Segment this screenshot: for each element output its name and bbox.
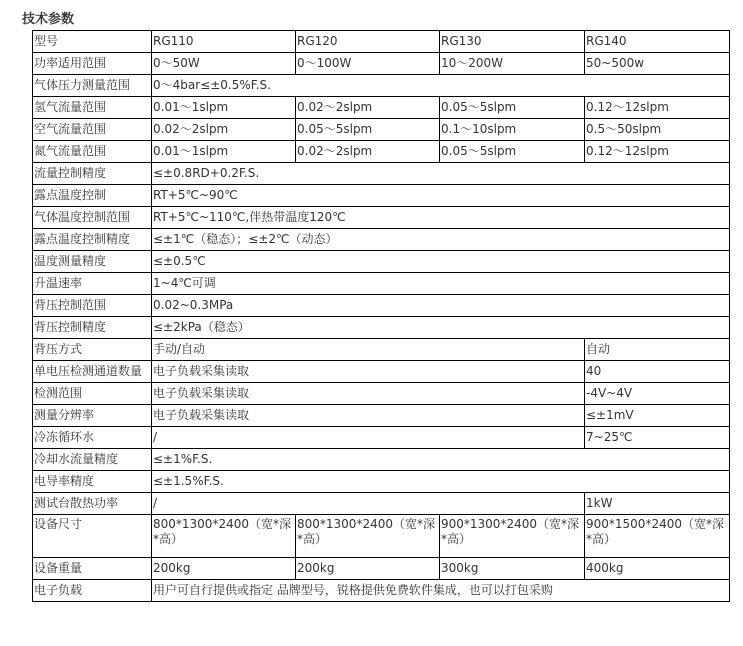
value-cell: ≤±1mV <box>585 405 730 427</box>
table-row <box>33 251 730 273</box>
table-row <box>33 471 730 493</box>
value-cell: / <box>152 493 585 515</box>
value-cell: 0.02~0.3MPa <box>152 295 730 317</box>
row-label: 电导率精度 <box>33 471 152 493</box>
row-label: 露点温度控制精度 <box>33 229 152 251</box>
row-label: 背压控制精度 <box>33 317 152 339</box>
value-cell: ≤±1.5%F.S. <box>152 471 730 493</box>
value-cell: 电子负载采集读取 <box>152 383 585 405</box>
value-cell: ≤±0.5℃ <box>152 251 730 273</box>
value-cell: 0.02～2slpm <box>152 119 296 141</box>
row-label: 功率适用范围 <box>33 53 152 75</box>
value-cell: 1~4℃可调 <box>152 273 730 295</box>
table-row <box>33 580 730 602</box>
model-cell: RG130 <box>440 31 585 53</box>
value-cell: ≤±1℃（稳态）；≤±2℃（动态） <box>152 229 730 251</box>
table-row <box>33 427 730 449</box>
section-title: 技术参数 <box>22 12 75 27</box>
row-label: 温度测量精度 <box>33 251 152 273</box>
value-cell: 0.12～12slpm <box>585 97 730 119</box>
value-cell: 800*1300*2400（宽*深*高） <box>296 515 440 558</box>
table-row <box>33 295 730 317</box>
value-cell: 7~25℃ <box>585 427 730 449</box>
row-label: 气体压力测量范围 <box>33 75 152 97</box>
row-label: 气体温度控制范围 <box>33 207 152 229</box>
spec-table <box>32 30 730 602</box>
model-cell: RG110 <box>152 31 296 53</box>
row-label: 冷冻循环水 <box>33 427 152 449</box>
value-cell: 40 <box>585 361 730 383</box>
table-row <box>33 449 730 471</box>
table-row <box>33 185 730 207</box>
value-cell: 0.12～12slpm <box>585 141 730 163</box>
value-cell: / <box>152 427 585 449</box>
value-cell: 0～100W <box>296 53 440 75</box>
row-label: 电子负载 <box>33 580 152 602</box>
value-cell: 0～4bar≤±0.5%F.S. <box>152 75 730 97</box>
table-row-header <box>33 31 730 53</box>
value-cell: ≤±0.8RD+0.2F.S. <box>152 163 730 185</box>
table-row <box>33 493 730 515</box>
table-row <box>33 339 730 361</box>
value-cell: 0.05～5slpm <box>296 119 440 141</box>
value-cell: ≤±2kPa（稳态） <box>152 317 730 339</box>
value-cell: 0.02～2slpm <box>296 141 440 163</box>
row-label: 背压方式 <box>33 339 152 361</box>
value-cell: -4V~4V <box>585 383 730 405</box>
table-row-dimensions <box>33 515 730 558</box>
row-label: 设备重量 <box>33 558 152 580</box>
row-label: 流量控制精度 <box>33 163 152 185</box>
row-label: 氢气流量范围 <box>33 97 152 119</box>
value-cell: RT+5℃~110℃,伴热带温度120℃ <box>152 207 730 229</box>
table-row <box>33 383 730 405</box>
table-row <box>33 405 730 427</box>
value-cell: 0.5～50slpm <box>585 119 730 141</box>
table-row <box>33 558 730 580</box>
row-label: 空气流量范围 <box>33 119 152 141</box>
value-cell: 900*1300*2400（宽*深*高） <box>440 515 585 558</box>
table-row <box>33 141 730 163</box>
value-cell: 用户可自行提供或指定 品牌型号，锐格提供免费软件集成，也可以打包采购 <box>152 580 730 602</box>
value-cell: 0.02～2slpm <box>296 97 440 119</box>
table-row <box>33 75 730 97</box>
model-cell: RG140 <box>585 31 730 53</box>
row-label: 冷却水流量精度 <box>33 449 152 471</box>
table-row <box>33 207 730 229</box>
value-cell: 1kW <box>585 493 730 515</box>
table-row <box>33 163 730 185</box>
value-cell: 50~500w <box>585 53 730 75</box>
value-cell: ≤±1%F.S. <box>152 449 730 471</box>
value-cell: 200kg <box>296 558 440 580</box>
table-row <box>33 317 730 339</box>
value-cell: RT+5℃~90℃ <box>152 185 730 207</box>
value-cell: 电子负载采集读取 <box>152 361 585 383</box>
value-cell: 手动/自动 <box>152 339 585 361</box>
value-cell: 0.01～1slpm <box>152 141 296 163</box>
row-label: 设备尺寸 <box>33 515 152 558</box>
value-cell: 800*1300*2400（宽*深*高） <box>152 515 296 558</box>
value-cell: 0.05～5slpm <box>440 97 585 119</box>
row-label: 背压控制范围 <box>33 295 152 317</box>
value-cell: 0.01～1slpm <box>152 97 296 119</box>
value-cell: 10～200W <box>440 53 585 75</box>
row-label: 露点温度控制 <box>33 185 152 207</box>
value-cell: 300kg <box>440 558 585 580</box>
row-label: 测量分辨率 <box>33 405 152 427</box>
value-cell: 900*1500*2400（宽*深*高） <box>585 515 730 558</box>
table-row <box>33 229 730 251</box>
table-row <box>33 273 730 295</box>
value-cell: 0.1～10slpm <box>440 119 585 141</box>
value-cell: 0～50W <box>152 53 296 75</box>
row-label: 测试台散热功率 <box>33 493 152 515</box>
row-label: 单电压检测通道数量 <box>33 361 152 383</box>
value-cell: 0.05～5slpm <box>440 141 585 163</box>
table-row <box>33 53 730 75</box>
value-cell: 电子负载采集读取 <box>152 405 585 427</box>
value-cell: 自动 <box>585 339 730 361</box>
table-row <box>33 97 730 119</box>
table-row <box>33 361 730 383</box>
value-cell: 200kg <box>152 558 296 580</box>
row-label: 型号 <box>33 31 152 53</box>
table-row <box>33 119 730 141</box>
row-label: 升温速率 <box>33 273 152 295</box>
row-label: 检测范围 <box>33 383 152 405</box>
row-label: 氮气流量范围 <box>33 141 152 163</box>
model-cell: RG120 <box>296 31 440 53</box>
value-cell: 400kg <box>585 558 730 580</box>
